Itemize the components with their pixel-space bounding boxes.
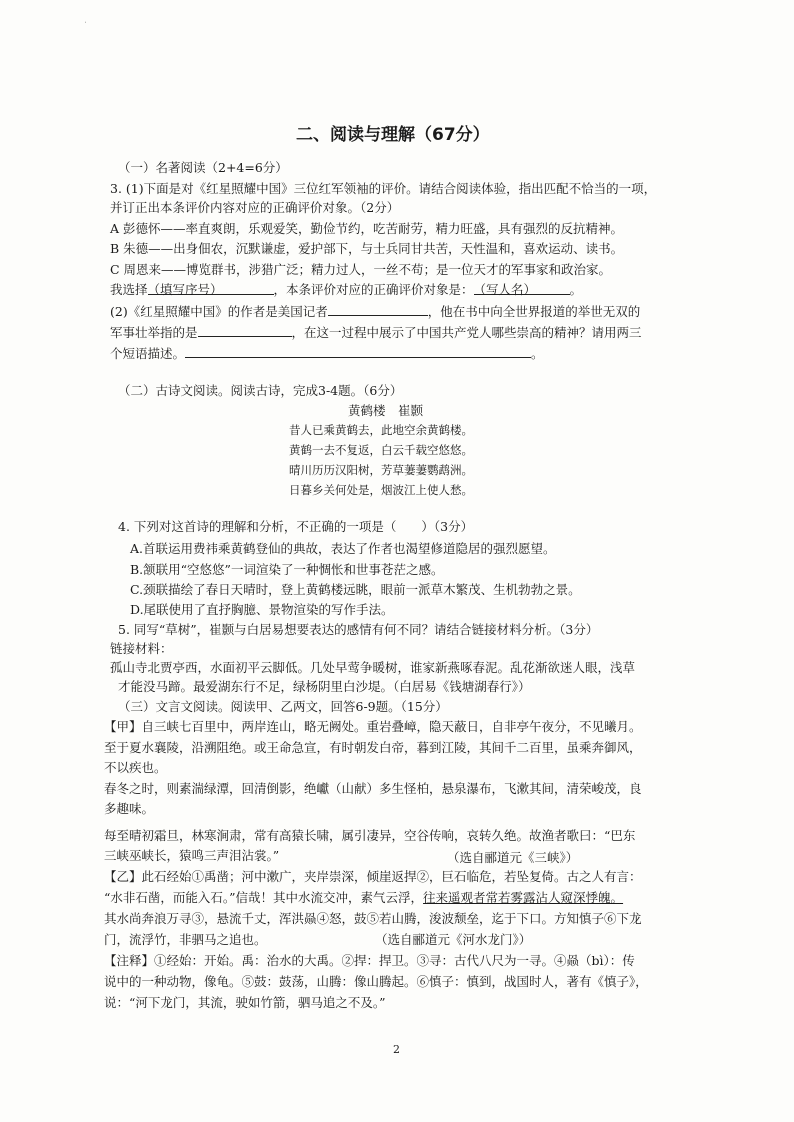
text-jia-line: 每至晴初霜旦，林寒涧肃，常有高猿长啸，属引凄异，空谷传响，哀转久绝。故渔者歌曰：“巴东 bbox=[104, 828, 636, 843]
q3-1-line-2: 并订正出本条评价内容对应的正确评价对象。（2分） bbox=[110, 200, 400, 215]
poem-line: 日暮乡关何处是，烟波江上使人愁。 bbox=[289, 483, 473, 497]
text-jia-line: 至于夏水襄陵，沿溯阻绝。或王命急宣，有时朝发白帝，暮到江陵，其间千二百里，虽乘奔御风， bbox=[104, 740, 642, 755]
answer-blank-author[interactable] bbox=[328, 303, 428, 316]
text-yi-line: 【乙】此石经始①禹凿；河中漱广，夹岸崇深，倾崖返捍②，巨石临危，若坠复倚。古之人有言： bbox=[104, 869, 642, 884]
section-3-heading: （三）文言文阅读。阅读甲、乙两文，回答6-9题。（15分） bbox=[118, 699, 448, 714]
annotation-line: 【注释】①经始：开始。禹：治水的大禹。②捍：捍卫。③寻：古代八尺为一寻。④赑（bì）：传 bbox=[104, 953, 635, 968]
q4-option-b: B.颔联用“空悠悠”一词渲染了一种惆怅和世事苍茫之感。 bbox=[130, 562, 444, 577]
text-yi-line: 门，流浮竹，非驷马之追也。 bbox=[104, 932, 267, 947]
section-1-heading: （一）名著阅读（2+4=6分） bbox=[118, 160, 288, 175]
page-title: 二、阅读与理解（67分） bbox=[296, 125, 490, 145]
q3-option-b: B 朱德——出身佃农，沉默谦虚，爱护部下，与士兵同甘共苦，天性温和，喜欢运动、读书。 bbox=[110, 241, 624, 256]
q3-2-line-1-post: ，他在书中向全世界报道的举世无双的 bbox=[427, 304, 641, 319]
section-2-heading: （二）古诗文阅读。阅读古诗，完成3-4题。（6分） bbox=[118, 383, 403, 398]
q5-stem: 5. 同写“草树”，崔颢与白居易想要表达的感情有何不同？请结合链接材料分析。（3分） bbox=[118, 622, 599, 637]
choose-hint: （填写序号） bbox=[147, 282, 223, 297]
answer-blank-feat[interactable] bbox=[198, 324, 292, 337]
q3-1-line-1: 3. (1)下面是对《红星照耀中国》三位红军领袖的评价。请结合阅读体验，指出匹配不恰当的一项， bbox=[110, 181, 657, 196]
q3-2-line-3-end: 。 bbox=[531, 346, 544, 361]
q4-option-c: C.颈联描绘了春日天晴时，登上黄鹤楼远眺，眼前一派草木繁茂、生机勃勃之景。 bbox=[130, 582, 581, 597]
answer-blank-spirit[interactable] bbox=[185, 345, 531, 358]
text-yi-underlined-sentence: 往来遥观者常若雾露沾人窥深悸魄。 bbox=[423, 890, 624, 905]
q3-2-line-3 bbox=[110, 345, 544, 362]
q3-2-line-2-pre: 军事壮举指的是 bbox=[110, 325, 198, 340]
text-jia-line: 三峡巫峡长，猿鸣三声泪沾裳。” bbox=[104, 848, 280, 863]
annotation-line: 说：“河下龙门，其流，驶如竹箭，驷马追之不及。” bbox=[104, 995, 386, 1010]
link-material-line-2: 才能没马蹄。最爱湖东行不足，绿杨阴里白沙堤。（白居易《钱塘湖春行》） bbox=[118, 679, 531, 694]
answer-blank-option[interactable] bbox=[148, 282, 274, 295]
poem-line: 昔人已乘黄鹤去，此地空余黄鹤楼。 bbox=[289, 423, 473, 437]
q3-option-a: A 彭德怀——率直爽朗，乐观爱笑，勤俭节约，吃苦耐劳，精力旺盛，具有强烈的反抗精神。 bbox=[110, 221, 624, 236]
q4-stem: 4. 下列对这首诗的理解和分析，不正确的一项是（ ）（3分） bbox=[118, 519, 474, 534]
text-jia-line: 不以疾也。 bbox=[104, 760, 167, 775]
poem-line: 晴川历历汉阳树，芳草萋萋鹦鹉洲。 bbox=[289, 463, 473, 477]
q3-2-line-2 bbox=[110, 324, 642, 341]
poem-line: 黄鹤一去不复返，白云千载空悠悠。 bbox=[289, 443, 473, 457]
text-yi-source: （选自郦道元《河水龙门》） bbox=[375, 932, 532, 947]
q3-choose-line bbox=[110, 282, 582, 298]
q3-2-line-3-pre: 个短语描述。 bbox=[110, 346, 186, 361]
link-material-label: 链接材料： bbox=[110, 641, 173, 656]
choose-label: 我选择 bbox=[110, 282, 148, 297]
q3-option-c: C 周恩来——博览群书，涉猎广泛；精力过人，一丝不苟；是一位天才的军事家和政治家。 bbox=[110, 262, 612, 277]
q3-2-line-2-post: ，在这一过程中展示了中国共产党人哪些崇高的精神？请用两三 bbox=[291, 325, 642, 340]
text-yi-line-2a: “水非石凿，而能入石。”信哉！其中水流交冲，素气云浮， bbox=[104, 890, 424, 905]
q4-option-d: D.尾联使用了直抒胸臆、景物渲染的写作手法。 bbox=[130, 602, 394, 617]
scan-mark: ˙ bbox=[84, 22, 87, 29]
choose-end: 。 bbox=[569, 282, 583, 297]
text-jia-line: 春冬之时，则素湍绿潭，回清倒影，绝巘（山献）多生怪柏，悬泉瀑布，飞漱其间，清荣峻茂，良 bbox=[104, 781, 642, 796]
annotation-line: 说中的一种动物，像龟。⑤鼓：鼓荡，山腾：像山腾起。⑥慎子：慎到，战国时人，著有《慎子》， bbox=[104, 974, 648, 989]
page-number: 2 bbox=[393, 1043, 400, 1056]
text-yi-line bbox=[104, 890, 623, 906]
text-jia-source: （选自郦道元《三峡》） bbox=[447, 850, 579, 865]
poem-title: 黄鹤楼 崔颢 bbox=[348, 403, 424, 418]
text-jia-line: 多趣味。 bbox=[104, 801, 155, 816]
text-yi-line: 其水尚奔浪万寻③，悬流千丈，浑洪赑④怒，鼓⑤若山腾，浚波颓垒，迄于下口。方知慎子⑥下龙 bbox=[104, 911, 642, 926]
q3-2-line-1-pre: (2)《红星照耀中国》的作者是美国记者 bbox=[110, 304, 328, 319]
answer-blank-person[interactable] bbox=[474, 282, 570, 295]
q3-2-line-1 bbox=[110, 303, 640, 320]
link-material-line-1: 孤山寺北贾亭西，水面初平云脚低。几处早莺争暖树，谁家新燕啄春泥。乱花渐欲迷人眼，浅草 bbox=[110, 660, 636, 675]
choose-mid: ，本条评价对应的正确评价对象是： bbox=[273, 282, 474, 297]
text-jia-line: 【甲】自三峡七百里中，两岸连山，略无阙处。重岩叠嶂，隐天蔽日，自非亭午夜分，不见曦月。 bbox=[104, 719, 642, 734]
choose-hint-2: （写人名） bbox=[473, 282, 537, 297]
q4-option-a: A.首联运用费祎乘黄鹤登仙的典故，表达了作者也渴望修道隐居的强烈愿望。 bbox=[130, 541, 556, 556]
